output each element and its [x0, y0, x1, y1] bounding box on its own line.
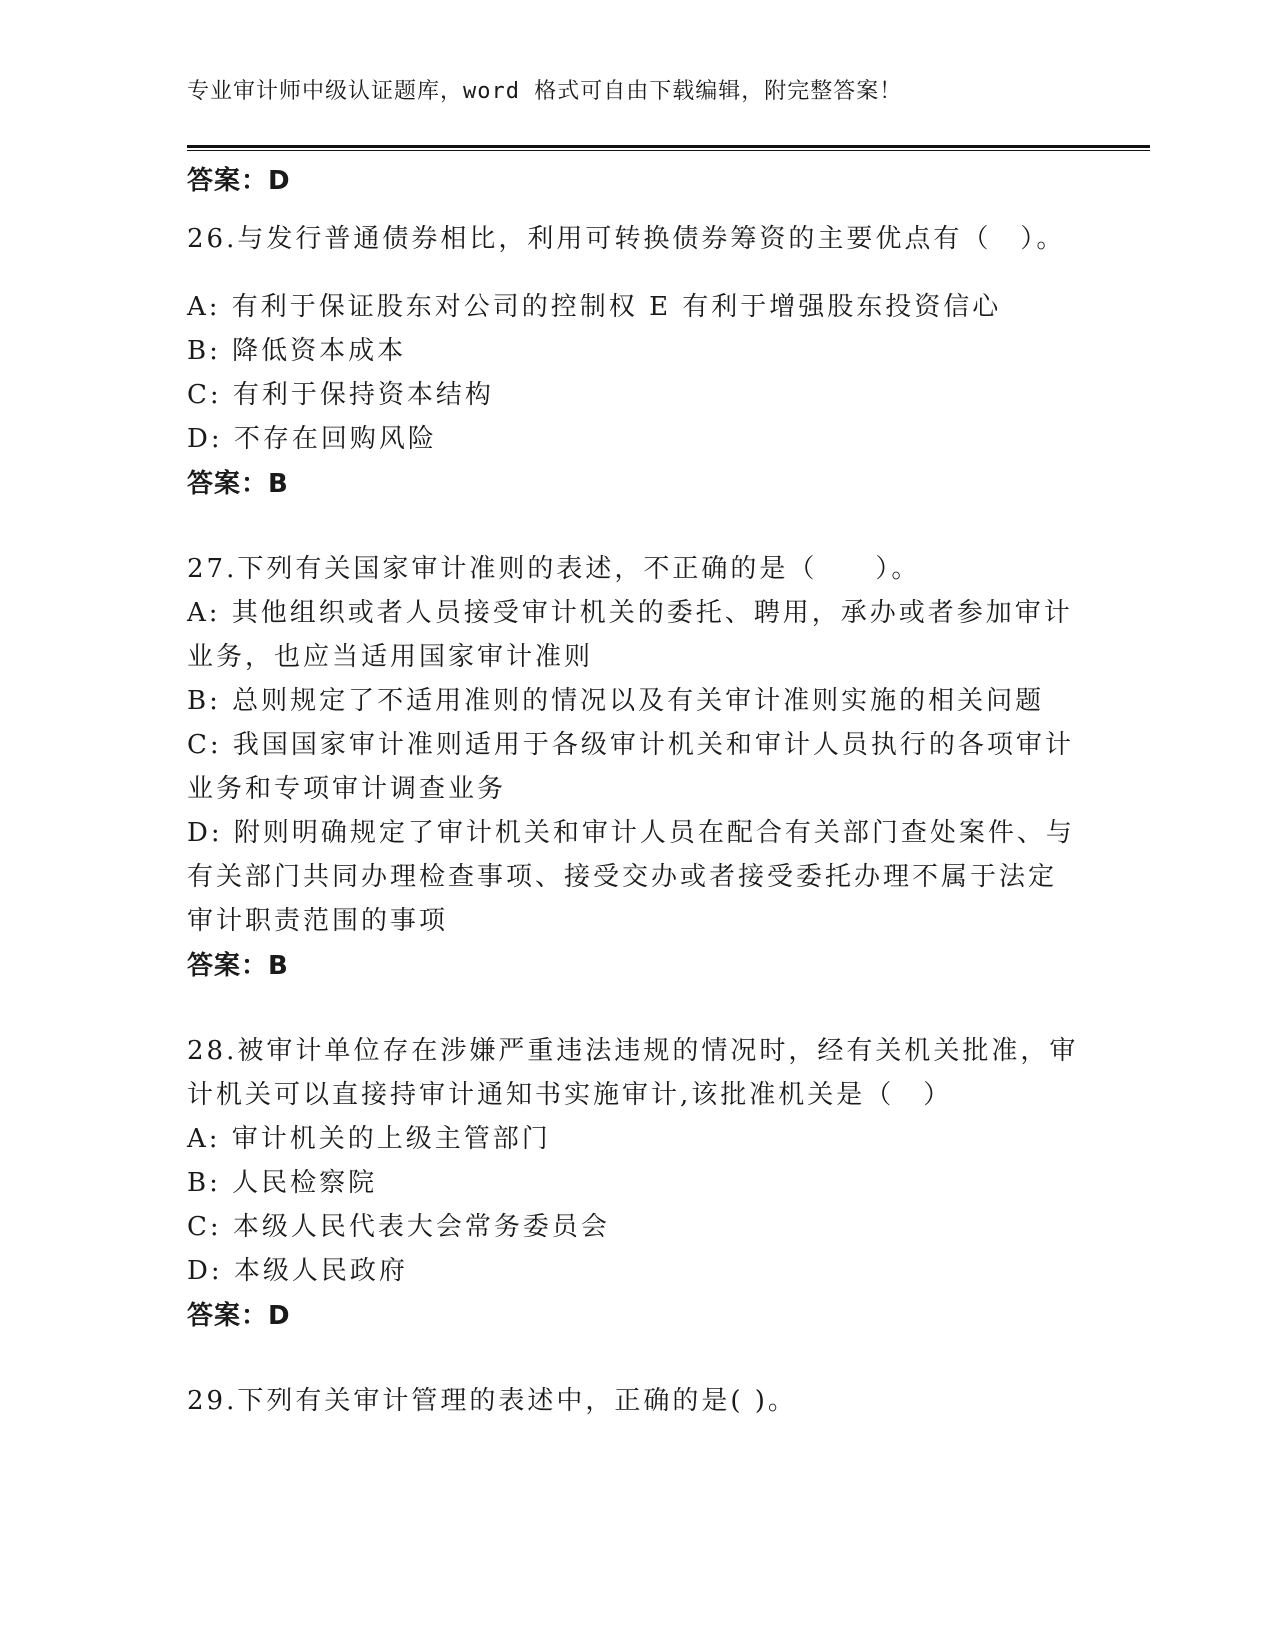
option-d: D: 不存在回购风险 [187, 424, 437, 454]
option-a: A: 审计机关的上级主管部门 [187, 1124, 551, 1154]
option-a: A: 有利于保证股东对公司的控制权 E 有利于增强股东投资信心 [187, 292, 1002, 322]
option-a-continued: 业务，也应当适用国家审计准则 [187, 642, 594, 672]
option-d: D: 附则明确规定了审计机关和审计人员在配合有关部门查处案件、与 [187, 818, 1075, 848]
option-b: B: 人民检察院 [187, 1168, 378, 1198]
question-stem: 28.被审计单位存在涉嫌严重违法违规的情况时，经有关机关批准，审 [187, 1036, 1079, 1066]
page-header: 专业审计师中级认证题库，word 格式可自由下载编辑，附完整答案！ [187, 79, 903, 104]
header-rule-thin [187, 150, 1150, 151]
option-c: C: 我国国家审计准则适用于各级审计机关和审计人员执行的各项审计 [187, 730, 1074, 760]
header-rule-thick [187, 145, 1150, 148]
option-d-continued: 审计职责范围的事项 [187, 906, 449, 936]
answer-label: 答案：B [187, 951, 289, 981]
option-c: C: 有利于保持资本结构 [187, 380, 494, 410]
option-c-continued: 业务和专项审计调查业务 [187, 774, 507, 804]
answer-label: 答案：B [187, 469, 289, 499]
option-b: B: 降低资本成本 [187, 336, 407, 366]
option-d-continued: 有关部门共同办理检查事项、接受交办或者接受委托办理不属于法定 [187, 862, 1058, 892]
option-a: A: 其他组织或者人员接受审计机关的委托、聘用，承办或者参加审计 [187, 598, 1073, 628]
question-stem: 27.下列有关国家审计准则的表述，不正确的是（ ）。 [187, 554, 921, 584]
question-stem: 26.与发行普通债券相比，利用可转换债券筹资的主要优点有（ ）。 [187, 224, 1066, 254]
answer-label: 答案：D [187, 166, 291, 196]
option-c: C: 本级人民代表大会常务委员会 [187, 1212, 610, 1242]
option-d: D: 本级人民政府 [187, 1256, 408, 1286]
question-stem-continued: 计机关可以直接持审计通知书实施审计,该批准机关是（ ） [187, 1080, 953, 1110]
answer-label: 答案：D [187, 1301, 291, 1331]
option-b: B: 总则规定了不适用准则的情况以及有关审计准则实施的相关问题 [187, 686, 1045, 716]
question-stem: 29.下列有关审计管理的表述中，正确的是( )。 [187, 1386, 797, 1416]
